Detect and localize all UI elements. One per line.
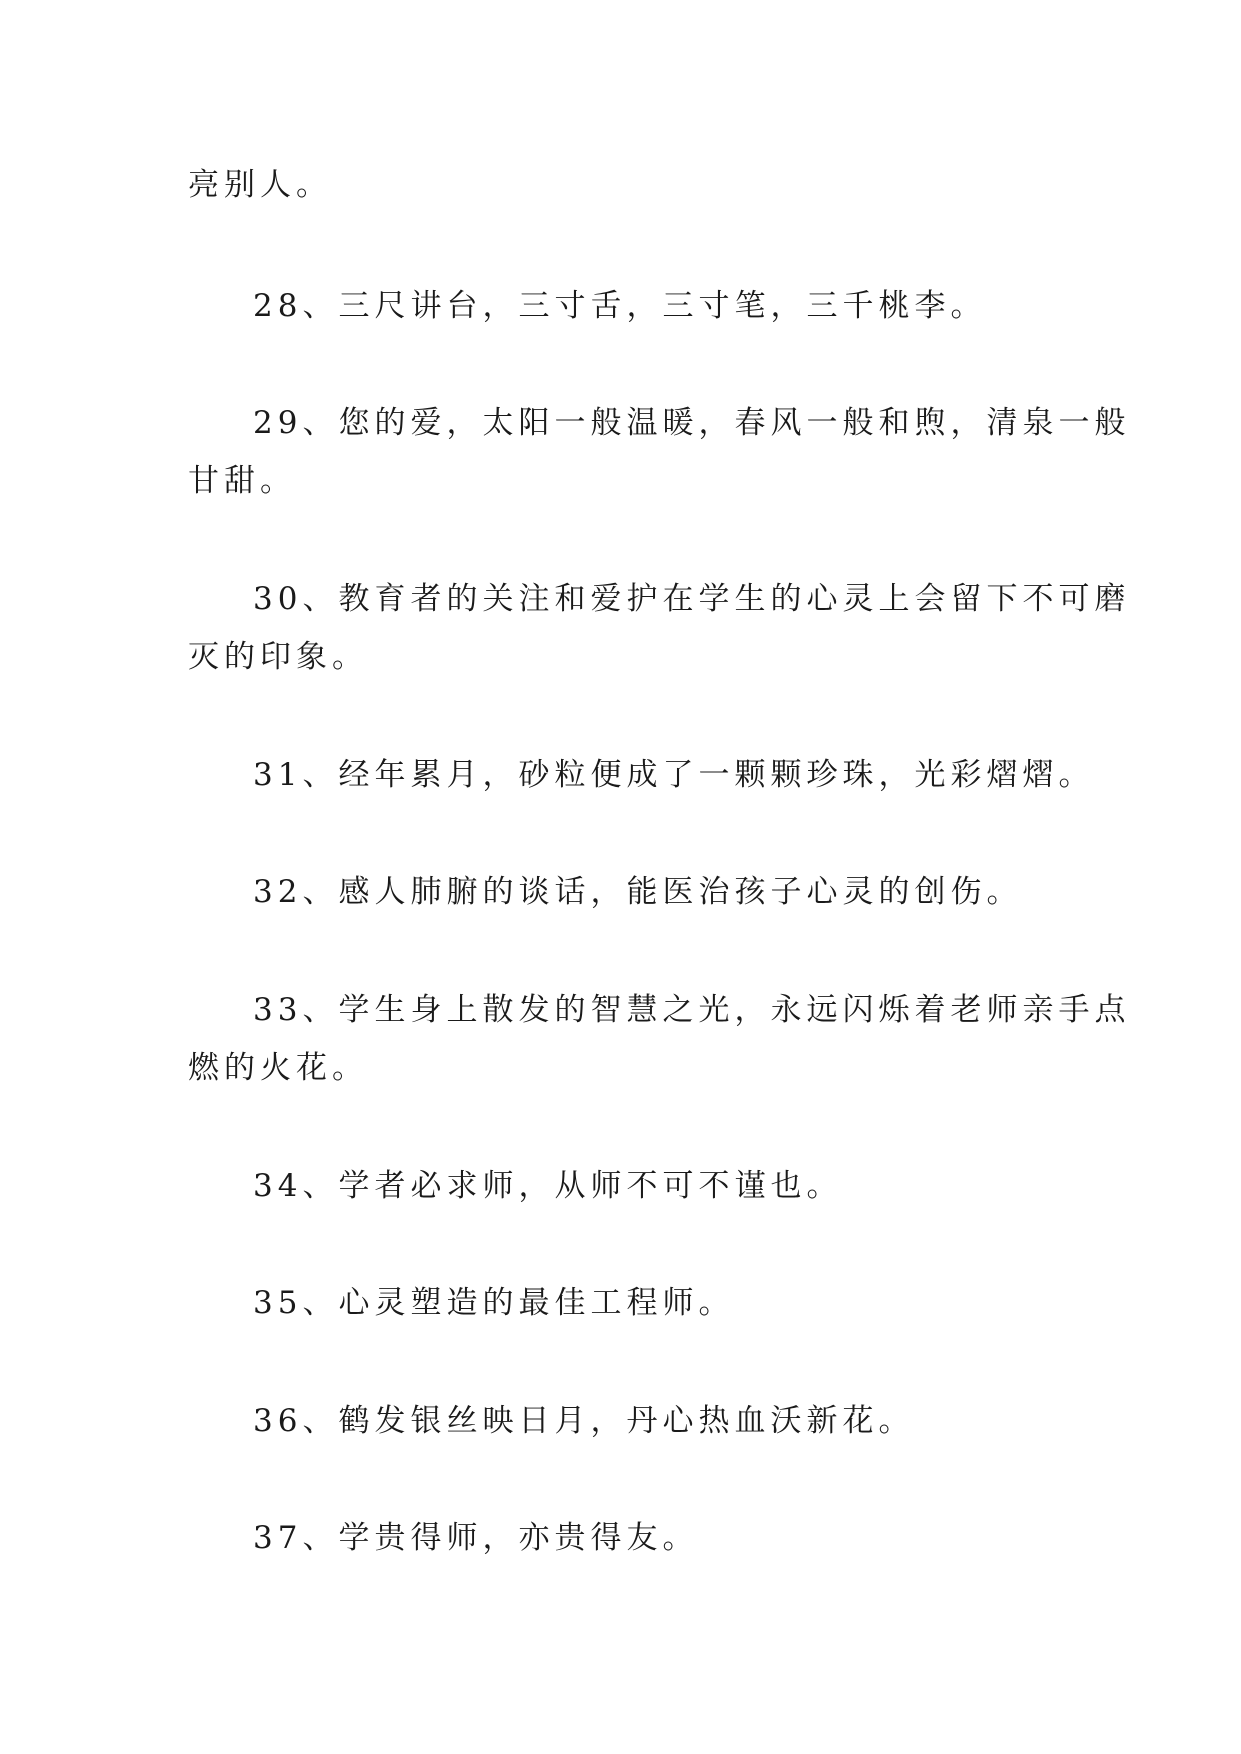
paragraph-32-line-1: 32、感人肺腑的谈话，能医治孩子心灵的创伤。 bbox=[253, 874, 1023, 910]
paragraph-29-line-2: 甘甜。 bbox=[188, 463, 296, 499]
paragraph-36-line-1: 36、鹤发银丝映日月，丹心热血沃新花。 bbox=[253, 1403, 915, 1439]
paragraph-30-line-2: 灭的印象。 bbox=[188, 639, 368, 675]
paragraph-29-line-1: 29、您的爱，太阳一般温暖，春风一般和煦，清泉一般 bbox=[253, 405, 1131, 441]
paragraph-30-line-1: 30、教育者的关注和爱护在学生的心灵上会留下不可磨 bbox=[253, 581, 1131, 617]
paragraph-35-line-1: 35、心灵塑造的最佳工程师。 bbox=[253, 1285, 735, 1321]
paragraph-33-line-2: 燃的火花。 bbox=[188, 1050, 368, 1086]
paragraph-33-line-1: 33、学生身上散发的智慧之光，永远闪烁着老师亲手点 bbox=[253, 992, 1131, 1028]
continuation-text: 亮别人。 bbox=[188, 167, 332, 203]
paragraph-37-line-1: 37、学贵得师，亦贵得友。 bbox=[253, 1520, 699, 1556]
paragraph-31-line-1: 31、经年累月，砂粒便成了一颗颗珍珠，光彩熠熠。 bbox=[253, 757, 1095, 793]
paragraph-28-line-1: 28、三尺讲台，三寸舌，三寸笔，三千桃李。 bbox=[253, 288, 987, 324]
paragraph-34-line-1: 34、学者必求师，从师不可不谨也。 bbox=[253, 1168, 843, 1204]
